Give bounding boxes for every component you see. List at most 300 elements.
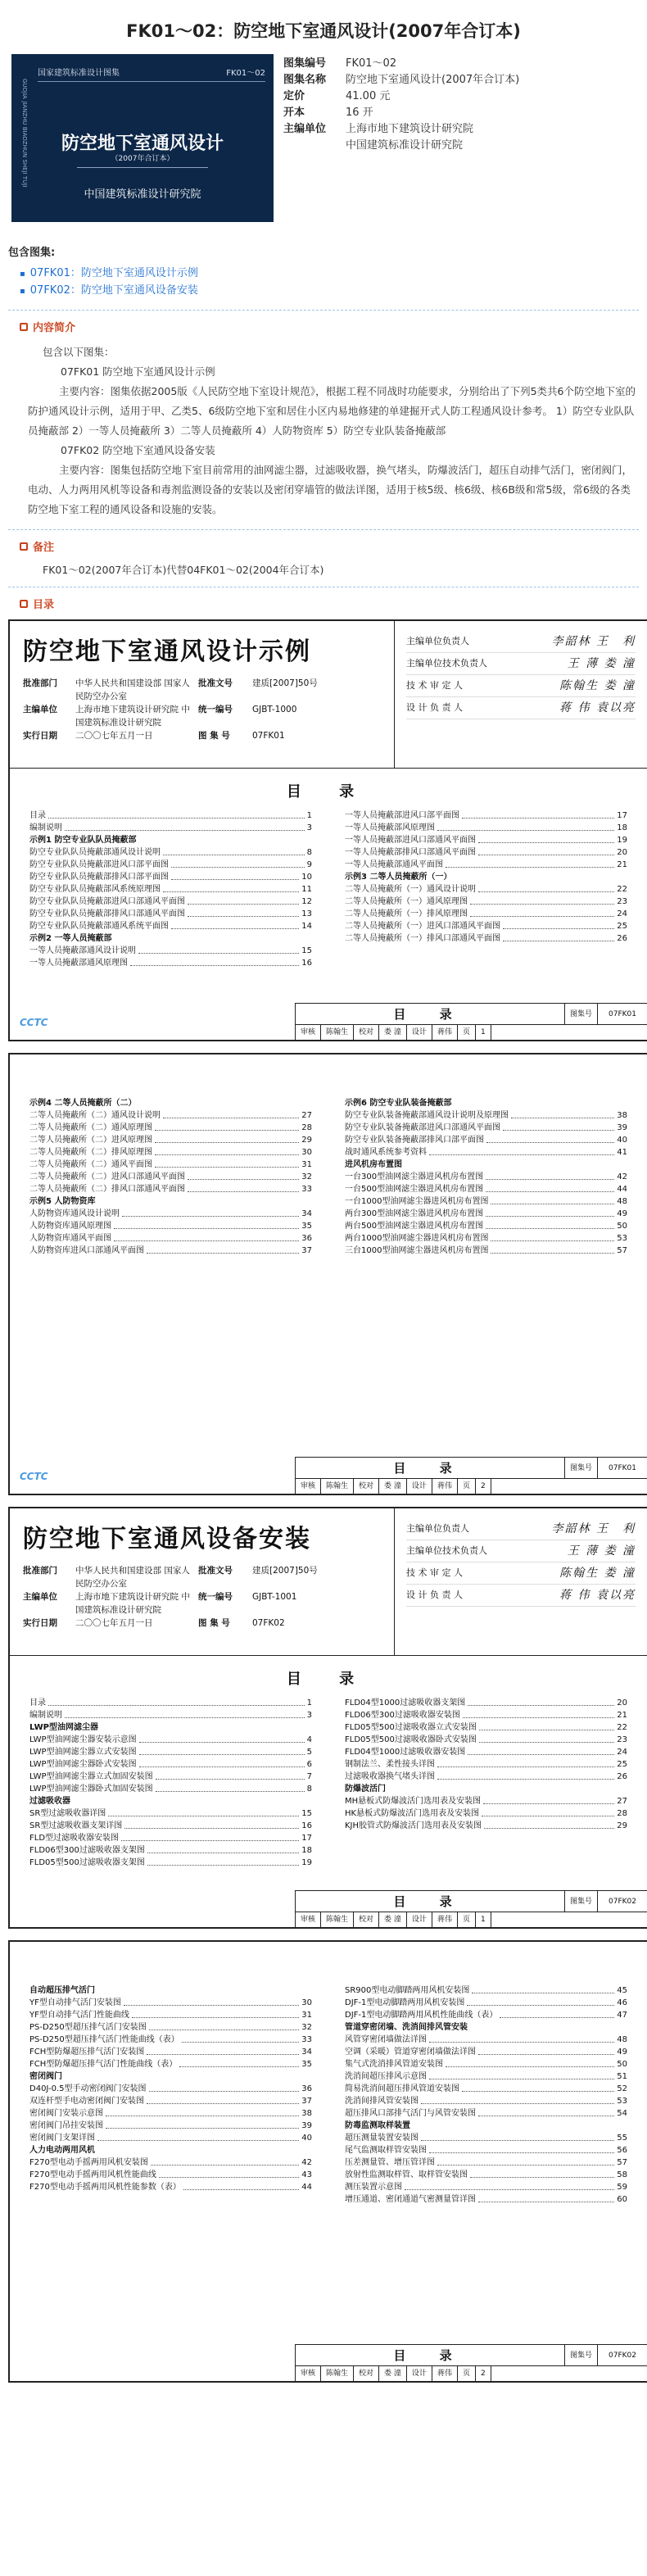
title-block	[295, 1890, 647, 1927]
info-key: 开本	[283, 107, 305, 119]
title-block-cell: 页	[458, 1912, 476, 1927]
toc-page-number: 28	[617, 1809, 627, 1818]
toc-page-number: 27	[301, 1111, 312, 1120]
toc-leader	[106, 2120, 299, 2129]
toc-leader	[149, 2083, 300, 2092]
toc-page-number: 35	[301, 1222, 312, 1231]
toc-entry-title: 密闭阀门安装示意图	[29, 2109, 103, 2118]
title-block-sign-row	[296, 1025, 647, 1040]
title-block-cell: 校对	[354, 1479, 379, 1494]
toc-leader	[491, 1232, 614, 1241]
toc-leader	[503, 932, 614, 941]
toc-entry-title: 密闭阀门	[29, 2072, 62, 2081]
toc-entry	[345, 1232, 627, 1245]
toc-page-number: 39	[301, 2121, 312, 2130]
title-block-cell: 陈翰生	[321, 1912, 354, 1927]
signature: 李韶林 王 利	[551, 635, 636, 648]
cctc-logo: CCTC	[20, 1471, 48, 1482]
toc-entry-title: 示例5 人防物资库	[29, 1197, 96, 1206]
toc-page-number: 50	[617, 2060, 627, 2069]
section-bullet-icon	[20, 600, 28, 608]
toc-leader	[486, 1183, 614, 1192]
toc-entry-title: 超压测量装置安装图	[345, 2134, 419, 2143]
toc-entry	[29, 1122, 312, 1134]
toc-entry-title: LWP型油网滤尘器立式加固安装图	[29, 1772, 153, 1781]
toc-page-number: 12	[301, 897, 312, 906]
toc-leader	[139, 1758, 305, 1767]
toc-entry-title: 人力电动两用风机	[29, 2146, 95, 2155]
toc-entry	[29, 1734, 312, 1746]
toc-title: 目 录	[286, 783, 371, 800]
toc-entry-title: 一等人员掩蔽部通风平面图	[345, 860, 443, 869]
toc-page-number: 5	[306, 1748, 312, 1757]
toc-entry-title: 两台500型油网滤尘器进风机房布置图	[345, 1222, 484, 1231]
info-row	[283, 88, 519, 105]
toc-entry-title: 双连杆型手电动密闭阀门安装图	[29, 2097, 144, 2106]
toc-entry	[345, 920, 627, 932]
toc-entry	[29, 2132, 312, 2144]
toc-leader	[122, 1208, 299, 1217]
sheet-header	[10, 1508, 647, 1656]
toc-entry	[29, 1171, 312, 1183]
toc-page-number: 8	[306, 1785, 312, 1794]
toc-entry-title: 人防物资库通风设计说明	[29, 1209, 120, 1218]
toc-section-heading	[29, 932, 312, 945]
toc-entry	[345, 1697, 627, 1709]
toc-leader	[163, 846, 305, 855]
toc-entry-title: LWP型油网滤尘器卧式安装图	[29, 1760, 137, 1769]
toc-page-number: 38	[617, 1111, 627, 1120]
toc-leader	[437, 1758, 614, 1767]
title-block-row	[296, 1891, 647, 1912]
page-title: FK01～02：防空地下室通风设计(2007年合订本)	[126, 21, 521, 41]
toc-entry-title: 防空专业队装备掩蔽部进风口部通风平面图	[345, 1123, 500, 1132]
toc-entry-title: 集气式洗消排风管道安装图	[345, 2060, 443, 2069]
toc-page-number: 32	[301, 1172, 312, 1181]
toc-entry-title: 防空专业队队员掩蔽部进风口部平面图	[29, 860, 169, 869]
toc-leader	[405, 2181, 614, 2190]
signer-role: 设 计 负 责 人	[406, 1590, 463, 1600]
title-block-cell: 设计	[407, 2366, 432, 2381]
toc-entry	[345, 1146, 627, 1159]
toc-page-number: 41	[617, 1148, 627, 1157]
divider	[8, 529, 639, 530]
meta-label: 批准部门	[23, 678, 57, 688]
toc-entry	[345, 2181, 627, 2193]
meta-value: 二〇〇七年五月一日	[75, 1618, 153, 1628]
toc-leader	[179, 2058, 299, 2067]
toc-leader	[171, 859, 305, 868]
toc-page-number: 47	[617, 2011, 627, 2020]
toc-entry	[29, 2021, 312, 2034]
toc-entry	[29, 859, 312, 871]
sheet-signers	[395, 1508, 647, 1655]
signer-row	[406, 1518, 636, 1540]
toc-entry	[29, 810, 312, 822]
cover-main-title: 防空地下室通风设计	[61, 133, 224, 154]
title-block-cell: 页	[458, 1025, 476, 1040]
toc-entry-title: 二等人员掩蔽所（二）进风原理图	[29, 1136, 152, 1145]
toc-entry	[345, 1758, 627, 1771]
toc-leader	[462, 2083, 614, 2092]
toc-page-number: 53	[617, 1234, 627, 1243]
toc-page-number: 51	[617, 2072, 627, 2081]
section-heading-note	[20, 538, 639, 554]
toc-entry	[345, 2046, 627, 2058]
toc-leader	[155, 1134, 299, 1143]
signer-role: 技 术 审 定 人	[406, 680, 463, 691]
toc-entry	[29, 1134, 312, 1146]
toc-entry	[345, 1245, 627, 1257]
toc-entry	[29, 2120, 312, 2132]
title-block-sign-row	[296, 2366, 647, 2381]
toc-entry-title: DJF-1型电动脚踏两用风机性能曲线（表）	[345, 2011, 498, 2020]
toc-entry-title: 防空专业队队员掩蔽部排风口部通风平面图	[29, 909, 185, 918]
intro-lead: 包含以下图集：	[43, 346, 115, 358]
toc-entry	[345, 2193, 627, 2206]
toc-leader	[468, 1697, 614, 1706]
toc-page-number: 30	[301, 1998, 312, 2007]
toc-sheet-07fk01-p2	[8, 1053, 647, 1495]
info-value: FK01～02	[346, 57, 397, 70]
toc-page-number: 23	[617, 1735, 627, 1744]
toc-entry-title: 示例2 一等人员掩蔽部	[29, 934, 112, 943]
title-block-cell: 1	[476, 1912, 491, 1927]
sheet-meta-row	[23, 703, 381, 729]
toc-page-number: 24	[617, 1748, 627, 1757]
toc-entry-title: 自动超压排气活门	[29, 1986, 95, 1995]
signer-role: 设 计 负 责 人	[406, 702, 463, 713]
toc-page-number: 36	[301, 2084, 312, 2093]
section-heading-label: 内容简介	[33, 322, 76, 334]
toc-entry	[345, 1208, 627, 1220]
toc-entry	[29, 2046, 312, 2058]
toc-entry	[29, 846, 312, 859]
title-block-number: 07FK01	[609, 1010, 636, 1018]
toc-entry-title: 尾气监测取样管安装图	[345, 2146, 427, 2155]
toc-entry-title: 目录	[29, 1698, 46, 1708]
toc-entry-title: 目录	[29, 811, 46, 820]
toc-page-number: 33	[301, 2035, 312, 2044]
toc-entry	[345, 1183, 627, 1195]
toc-leader	[124, 1997, 299, 2006]
toc-entry	[29, 1208, 312, 1220]
toc-entry-title: 人防物资库通风原理图	[29, 1222, 111, 1231]
toc-entry	[345, 1195, 627, 1208]
title-block-cell: 陈翰生	[321, 1479, 354, 1494]
title-block-cell: 1	[476, 1025, 491, 1040]
toc-entry	[345, 810, 627, 822]
toc-entry-title: FLD04型1000过滤吸收器支架图	[345, 1698, 466, 1708]
toc-entry-title: LWP型油网滤尘器立式安装图	[29, 1748, 137, 1757]
toc-leader	[483, 1795, 614, 1804]
toc-entry-title: YF型自动排气活门安装图	[29, 1998, 121, 2007]
toc-entry	[345, 2070, 627, 2083]
toc-entry-title: 两台300型油网滤尘器进风机房布置图	[345, 1209, 484, 1218]
meta-value: 建质[2007]50号	[252, 678, 318, 688]
toc-leader	[188, 1171, 299, 1180]
toc-entry	[345, 1734, 627, 1746]
toc-entry	[29, 1245, 312, 1257]
toc-entry-title: PS-D250型超压排气活门性能曲线（表）	[29, 2035, 179, 2044]
toc-page-number: 9	[306, 860, 312, 869]
toc-entry-title: FCH型防爆超压排气活门安装图	[29, 2048, 145, 2057]
toc-entry	[345, 846, 627, 859]
toc-entry-title: 二等人员掩蔽所（一）通风原理图	[345, 897, 468, 906]
toc-entry	[345, 1820, 627, 1832]
toc-column-right	[345, 810, 627, 969]
title-block-label: 图集号	[565, 1458, 598, 1478]
toc-entry	[345, 1746, 627, 1758]
toc-columns	[10, 1697, 647, 1869]
toc-leader	[437, 2156, 614, 2166]
title-block-cell: 设计	[407, 1912, 432, 1927]
toc-entry-title: 示例4 二等人员掩蔽所（二）	[29, 1099, 137, 1108]
toc-entry	[29, 2181, 312, 2193]
toc-page-number: 44	[617, 1185, 627, 1194]
includes-link[interactable]: ▪ 07FK02：防空地下室通风设备安装	[20, 283, 639, 300]
toc-entry-title: 人防物资库通风平面图	[29, 1234, 111, 1243]
title-block-name: 目 录	[296, 1891, 565, 1912]
toc-entry	[345, 2107, 627, 2120]
meta-value: 07FK02	[252, 1618, 285, 1628]
toc-entry-title: 防空专业队队员掩蔽部通风设计说明	[29, 848, 161, 857]
title-block	[295, 1003, 647, 1040]
meta-value: 二〇〇七年五月一日	[75, 731, 153, 741]
toc-entry-title: 洗消间排风管安装图	[345, 2097, 419, 2106]
toc-page-number: 22	[617, 1723, 627, 1732]
toc-page-number: 43	[301, 2170, 312, 2179]
toc-entry-title: 战时通风系统参考资料	[345, 1148, 427, 1157]
toc-page-number: 48	[617, 1197, 627, 1206]
toc-entry-title: 二等人员掩蔽所（二）通风设计说明	[29, 1111, 161, 1120]
toc-entry	[345, 1709, 627, 1721]
toc-page-number: 31	[301, 1160, 312, 1169]
signature: 蒋 伟 袁以亮	[559, 1589, 636, 1602]
signature: 王 薄 娄 潼	[567, 657, 636, 670]
toc-leader	[500, 2009, 614, 2018]
signer-role: 主编单位负责人	[406, 1523, 469, 1534]
info-value: 上海市地下建筑设计研究院	[346, 123, 474, 135]
toc-entry-title: 一等人员掩蔽部排风口部通风平面图	[345, 848, 476, 857]
cover-publisher: 中国建筑标准设计研究院	[84, 188, 201, 201]
signer-role: 技 术 审 定 人	[406, 1567, 463, 1578]
toc-page-number: 50	[617, 1222, 627, 1231]
meta-label: 主编单位	[23, 705, 57, 714]
toc-entry-title: FLD05型500过滤吸收器立式安装图	[345, 1723, 477, 1732]
title-block-row	[296, 1004, 647, 1025]
toc-leader	[183, 2181, 299, 2190]
toc-page-number: 56	[617, 2146, 627, 2155]
toc-entry-title: 钢制法兰、柔性接头详图	[345, 1760, 435, 1769]
toc-page-number: 33	[301, 1185, 312, 1194]
meta-label: 实行日期	[23, 731, 57, 741]
title-block-cell: 设计	[407, 1479, 432, 1494]
signer-row	[406, 631, 636, 653]
toc-section-heading	[345, 2120, 627, 2132]
meta-label: 批准部门	[23, 1566, 57, 1576]
toc-leader	[478, 883, 614, 892]
toc-entry	[345, 2034, 627, 2046]
toc-leader	[138, 945, 299, 954]
title-block-number: 07FK02	[609, 1898, 636, 1906]
toc-page-number: 40	[617, 1136, 627, 1145]
toc-page-number: 7	[306, 1772, 312, 1781]
title-block-label: 图集号	[565, 2345, 598, 2365]
toc-columns	[10, 810, 647, 969]
title-block-name: 目 录	[296, 1004, 565, 1024]
toc-leader	[139, 1734, 305, 1743]
toc-entry-title: 过滤吸收器	[29, 1797, 70, 1806]
toc-leader	[491, 1245, 614, 1254]
title-block-number: 07FK02	[609, 2352, 636, 2360]
section-heading-intro	[20, 319, 639, 334]
toc-leader	[482, 1807, 614, 1816]
toc-leader	[149, 2021, 299, 2030]
sheet-header-left	[10, 1508, 395, 1655]
toc-entry-title: FLD06型300过滤吸收器支架图	[29, 1846, 145, 1855]
intro-paragraph-2: 主要内容：图集包括防空地下室目前常用的油网滤尘器，过滤吸收器，换气堵头，防爆波活门，超压自动排气活门，密闭阀门，电动、人力两用风机等设备和毒剂监测设备的安装以及密闭穿墙管的做法详图，适用于核5级、核6级、核6B级和常5级，常6级的各类防空地下室工程的通风设备和设施的安装。	[28, 464, 633, 515]
toc-column-left	[29, 1697, 312, 1869]
toc-page-number: 26	[617, 1772, 627, 1781]
note-text: FK01～02(2007年合订本)代替04FK01～02(2004年合订本)	[43, 564, 324, 576]
toc-page-number: 35	[301, 2060, 312, 2069]
meta-value: 中华人民共和国建设部 国家人民防空办公室	[75, 1566, 190, 1589]
toc-entry	[345, 2058, 627, 2070]
toc-leader	[147, 2046, 299, 2055]
toc-entry-title: 一等人员掩蔽部进风口部通风平面图	[345, 836, 476, 845]
toc-entry-title: F270型电动手摇两用风机性能曲线	[29, 2170, 156, 2179]
toc-leader	[478, 2046, 614, 2055]
title-block-cell: 设计	[407, 1025, 432, 1040]
toc-section-heading	[345, 2021, 627, 2034]
signature: 蒋 伟 袁以亮	[559, 701, 636, 714]
title-block-sign-row	[296, 1912, 647, 1927]
toc-page-number: 38	[301, 2109, 312, 2118]
toc-entry	[29, 1997, 312, 2009]
toc-page-number: 1	[306, 1698, 312, 1708]
toc-leader	[124, 1820, 299, 1829]
cover-header-right: FK01～02	[226, 69, 265, 78]
title-block-row	[296, 2345, 647, 2366]
toc-entry-title: 风管穿密闭墙做法详图	[345, 2035, 427, 2044]
title-block-number: 07FK01	[609, 1464, 636, 1472]
toc-page-number: 19	[617, 836, 627, 845]
toc-page-number: 57	[617, 2158, 627, 2167]
title-block-cell: 娄 潼	[379, 1025, 407, 1040]
toc-page-number: 21	[617, 860, 627, 869]
toc-page-number: 42	[617, 1172, 627, 1181]
title-block-cell: 审核	[296, 1912, 321, 1927]
toc-entry-title: FLD05型500过滤吸收器支架图	[29, 1858, 145, 1867]
toc-page-number: 21	[617, 1711, 627, 1720]
toc-leader	[446, 2058, 614, 2067]
info-key	[283, 138, 346, 154]
toc-entry	[345, 2083, 627, 2095]
toc-page-number: 18	[617, 823, 627, 832]
toc-entry-title: 一台300型油网滤尘器进风机房布置图	[345, 1172, 484, 1181]
meta-value: 建质[2007]50号	[252, 1566, 318, 1576]
toc-leader	[486, 1220, 614, 1229]
toc-entry	[29, 1771, 312, 1783]
toc-page-number: 3	[306, 823, 312, 832]
toc-leader	[484, 1820, 614, 1829]
toc-entry-title: 超压排风口部排气活门与风管安装图	[345, 2109, 476, 2118]
sheet-meta-row	[23, 1564, 381, 1590]
toc-column-right	[345, 1984, 627, 2206]
toc-page-number: 58	[617, 2170, 627, 2179]
toc-entry-title: 示例6 防空专业队装备掩蔽部	[345, 1099, 452, 1108]
signer-role: 主编单位负责人	[406, 636, 469, 646]
sheet-title: 防空地下室通风设计示例	[23, 637, 311, 666]
toc-entry	[29, 945, 312, 957]
title-block-cell: 2	[476, 1479, 491, 1494]
toc-leader	[182, 2034, 299, 2043]
info-value: 41.00 元	[346, 90, 391, 102]
toc-entry-title: 一等人员掩蔽部通风设计说明	[29, 946, 136, 955]
toc-leader	[188, 896, 299, 905]
title-block-name: 目 录	[296, 2345, 565, 2365]
toc-entry-title: 防空专业队队员掩蔽部通风系统平面图	[29, 922, 169, 931]
cover-side-text: GUOJIA JIANZHU BIAOZHUN SHEJI TUJI	[21, 79, 28, 188]
toc-leader	[163, 1109, 299, 1118]
toc-column-left	[29, 1984, 312, 2206]
title-block-cell: 校对	[354, 1025, 379, 1040]
toc-entry-title: 两台1000型油网滤尘器进风机房布置图	[345, 1234, 489, 1243]
toc-leader	[467, 1997, 614, 2006]
toc-leader	[114, 1220, 299, 1229]
toc-leader	[97, 2132, 299, 2141]
toc-entry	[345, 834, 627, 846]
toc-entry-title: 洗消间超压排风示意图	[345, 2072, 427, 2081]
toc-entry	[29, 1697, 312, 1709]
toc-entry	[29, 1832, 312, 1844]
toc-entry-title: HK悬板式防爆波活门选用表及安装图	[345, 1809, 480, 1818]
toc-leader	[147, 1245, 299, 1254]
signer-role: 主编单位技术负责人	[406, 1545, 487, 1556]
toc-page-number: 40	[301, 2134, 312, 2143]
sheet-meta-row	[23, 1617, 381, 1630]
toc-leader	[503, 920, 614, 929]
toc-section-heading	[345, 1097, 627, 1109]
toc-page-number: 16	[301, 1821, 312, 1830]
toc-page-number: 25	[617, 922, 627, 931]
includes-heading: 包含图集:	[8, 247, 56, 259]
toc-entry-title: 二等人员掩蔽所（二）进风口部通风平面图	[29, 1172, 185, 1181]
toc-title: 目 录	[286, 1671, 371, 1688]
toc-entry-title: 人防物资库进风口部通风平面图	[29, 1246, 144, 1255]
cover-divider	[77, 167, 208, 168]
toc-section-heading	[29, 1721, 312, 1734]
toc-leader	[462, 810, 614, 819]
toc-entry-title: DJF-1型电动脚踏两用风机安装图	[345, 1998, 465, 2007]
toc-entry	[29, 871, 312, 883]
toc-sheet-07fk01-p1	[8, 619, 647, 1041]
toc-leader	[65, 822, 305, 831]
toc-leader	[491, 1195, 614, 1204]
toc-section-heading	[29, 834, 312, 846]
toc-entry	[29, 2083, 312, 2095]
title-block-cell: 校对	[354, 2366, 379, 2381]
toc-entry	[29, 1857, 312, 1869]
intro-body	[8, 342, 639, 519]
title-block-cell: 校对	[354, 1912, 379, 1927]
toc-entry-title: 防空专业队队员掩蔽部风系统原理图	[29, 885, 161, 894]
toc-entry	[345, 1997, 627, 2009]
includes-link[interactable]: ▪ 07FK01：防空地下室通风设计示例	[20, 265, 639, 283]
section-heading-label: 目录	[33, 599, 55, 611]
toc-column-left	[29, 1097, 312, 1257]
